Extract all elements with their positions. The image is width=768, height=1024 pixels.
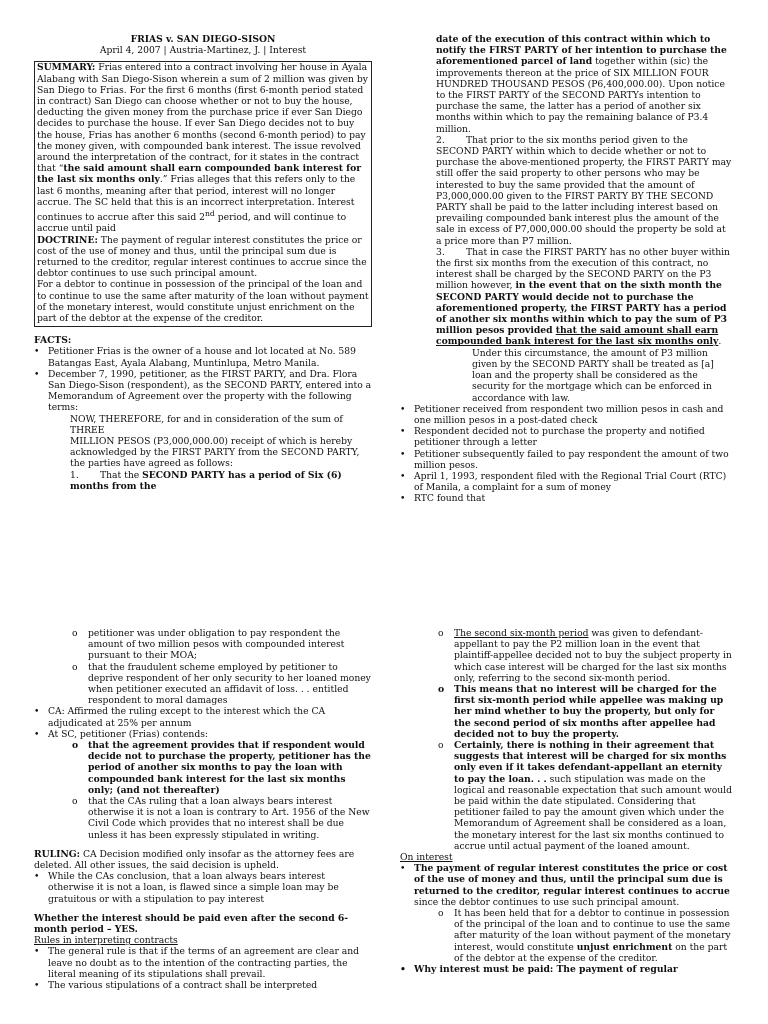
sc-contention-list — [70, 740, 372, 841]
facts-bullet-4: • Respondent decided not to purchase the property and notified petitioner through a letter — [400, 426, 732, 448]
interest-sub-1-text2: on the part of the debtor at the expense of the creditor. — [454, 941, 728, 964]
summary-text-1: Frias entered into a contract involving her house in Ayala Alabang with San Diego-Sison wherein a sum of 2 million was given by San Diego to Frias. For the first 6 months (first 6-month period stated in contract) San Diego can choose whether or not to buy the house, deducting the given money from the purchase price if ever San Diego decides to purchase the house. If ever San Diego decides not to buy the house, Frias has another 6 months (second 6-month period) to pay the money given, with compounded bank interest. The issue revolved around the interpretation of the contract, for it states in the contract that “ — [37, 62, 368, 175]
holding-3-bold: Certainly, there is nothing in their agreement that suggests that interest will be charged for six months only even if it takes defendant-appellant an eternity to pay the loan. . . — [454, 740, 727, 785]
interest-list — [400, 863, 734, 908]
facts-list-2 — [400, 404, 732, 505]
rule-1: • The general rule is that if the terms of an agreement are clear and leave no doubt as to the intention of the contracting parties, the literal meaning of its stipulations shall prevail. — [34, 946, 372, 980]
term-3-bold-underline: that the said amount shall earn compounded bank interest for the last six months only — [436, 325, 719, 348]
summary-label: SUMMARY: — [37, 62, 96, 74]
term-1-continued — [436, 34, 732, 135]
facts-bullet-6: • April 1, 1993, respondent filed with the Regional Trial Court (RTC) of Manila, a complaint for a sum of money — [400, 471, 732, 493]
under-circumstance: Under this circumstance, the amount of P3 million given by the SECOND PARTY shall be treated as [a] loan and the property shall be considered as the security for the mortgage which can be enforced in accordance with law. — [472, 347, 714, 404]
doctrine-paragraph — [37, 235, 369, 280]
term-2-text: That prior to the six months period given to the SECOND PARTY within which to decide whether or not to purchase the above-mentioned property, the FIRST PARTY may still offer the said property to other persons who may be interested to buy the same provided that the amount of P3,000,000.00 given to the FIRST PARTY BY THE SECOND PARTY shall be paid to the latter including interest based on prevailing compounded bank interest plus the amount of the sale in excess of P7,000,000.00 should the property be sold at a price more than P7 million. — [436, 134, 732, 247]
right-column-top — [414, 34, 732, 505]
term-2 — [436, 135, 732, 247]
now-therefore-cont: MILLION PESOS (P3,000,000.00) receipt of which is hereby acknowledged by the FIRST PARTY from the SECOND PARTY, the parties have agreed as follows: — [70, 435, 360, 470]
term-1-cont-text: together within (sic) the improvements thereon at the price of SIX MILLION FOUR HUNDRED THOUSAND PESOS (P6,400,000.00). Upon notice to the FIRST PARTY of the SECOND PARTYs intention to purchase the same, the latter has a period of another six months within which to pay the remaining balance of P3.4 million. — [436, 56, 725, 135]
summary-paragraph — [37, 62, 369, 234]
term-2-number: 2. — [436, 134, 445, 146]
summary-box — [34, 61, 372, 327]
term-1-cont-bold: date of the execution of this contract within which to notify the FIRST PARTY of her intention to purchase the aforementioned parcel of land — [436, 34, 727, 68]
rules-heading: Rules in interpreting contracts — [34, 935, 178, 947]
term-1-number: 1. — [70, 469, 79, 481]
left-column-top — [34, 34, 372, 492]
ruling-label: RULING: — [34, 848, 81, 860]
ruling-list — [34, 871, 372, 905]
term-1 — [70, 470, 372, 492]
facts-bullet-5: • Petitioner subsequently failed to pay respondent the amount of two million pesos. — [400, 449, 732, 471]
holding-1-underline: The second six-month period — [454, 628, 589, 639]
on-interest-heading: On interest — [400, 852, 453, 864]
summary-sup: nd — [205, 209, 215, 219]
right-column-bottom — [400, 628, 734, 975]
rtc-finding-1: o petitioner was under obligation to pay respondent the amount of two million pesos with compounded interest pursuant to their MOA; — [70, 628, 372, 662]
holding-1 — [436, 628, 734, 684]
why-interest-bullet: • Why interest must be paid: The payment of regular — [400, 964, 734, 975]
interest-bullet-1-bold: The payment of regular interest constitutes the price or cost of the use of money and thus, until the principal sum due is returned to the creditor, regular interest continues to accrue — [414, 863, 730, 897]
why-list — [400, 964, 734, 975]
interest-sub-1-bold: unjust enrichment — [576, 941, 673, 953]
rtc-findings-list — [70, 628, 372, 706]
interest-bullet-1 — [400, 863, 734, 908]
ruling-paragraph — [34, 849, 372, 871]
facts-heading: FACTS: — [34, 335, 72, 347]
summary-text-2: .” Frias alleges that this refers only to the last 6 months, meaning after that period, interest will no longer accrue. The SC held that this is an incorrect interpretation. Interest continues to accrue after this said 2 — [37, 174, 356, 224]
ruling-text: CA Decision modified only insofar as the attorney fees are deleted. All other issues, the said decision is upheld. — [34, 848, 355, 872]
sc-contention: • At SC, petitioner (Frias) contends: — [34, 729, 372, 740]
interest-sub-list — [436, 908, 734, 964]
doctrine-paragraph-2: For a debtor to continue in possession of the principal of the loan and to continue to use the same after maturity of the loan without payment of the monetary interest, would constitute unjust enrichment on the part of the debtor at the expense of the creditor. — [37, 279, 369, 324]
ca-ruling: • CA: Affirmed the ruling except to the interest which the CA adjudicated at 25% per annum — [34, 706, 372, 728]
sc-contention-1: o that the agreement provides that if respondent would decide not to purchase the property, petitioner has the period of another six months to pay the loan with compounded bank interest for the last six months only; (and not thereafter) — [70, 740, 372, 796]
summary-text-3: period, and will continue to accrue until paid — [37, 212, 347, 235]
holding-1-text: was given to defendant-appellant to pay the P2 million loan in the event that plaintiff-appellee decided not to buy the subject property in which case interest will be charged for the last six months only, referring to the second six-month period. — [454, 628, 732, 684]
doctrine-label: DOCTRINE: — [37, 234, 98, 246]
spacer — [34, 841, 372, 849]
term-3-number: 3. — [436, 246, 445, 258]
interest-sub-1 — [436, 908, 734, 964]
holding-2: o This means that no interest will be charged for the first six-month period while appellee was making up her mind whether to buy the property, but only for the second period of six months after appellee had decided not to buy the property. — [436, 684, 734, 740]
holding-3-text: such stipulation was made on the logical and reasonable expectation that such amount would be paid within the date stipulated. Considering that petitioner failed to pay the amount given which under the Memorandum of Agreement shall be considered as a loan, the monetary interest for the last six months continued to accrue until actual payment of the loaned amount. — [454, 773, 732, 852]
rules-list — [34, 946, 372, 991]
summary-bold-quote: the said amount shall earn compounded bank interest for the last six months only — [37, 163, 362, 186]
term-3-end: . — [718, 336, 722, 348]
facts-bullet-2: • December 7, 1990, petitioner, as the FIRST PARTY, and Dra. Flora San Diego-Sison (respondent), as the SECOND PARTY, entered into a Memorandum of Agreement over the property with the following terms: — [34, 369, 372, 414]
sc-contention-2: o that the CAs ruling that a loan always bears interest otherwise it is not a loan is contrary to Art. 1956 of the New Civil Code which provides that no interest shall be due unless it has been expressly stipulated in writing. — [70, 796, 372, 841]
appeal-list — [34, 706, 372, 740]
rtc-finding-2: o that the fraudulent scheme employed by petitioner to deprive respondent of her only security to her loaned money when petitioner executed an affidavit of loss. . . entitled respondent to moral damages — [70, 662, 372, 707]
term-1-bold: SECOND PARTY has a period of Six (6) months from the — [70, 469, 342, 492]
issue-heading: Whether the interest should be paid even after the second 6-month period – YES. — [34, 912, 349, 936]
holding-list — [436, 628, 734, 852]
holding-3 — [436, 740, 734, 852]
case-title: FRIAS v. SAN DIEGO-SISON — [130, 34, 276, 45]
rule-2: • The various stipulations of a contract shall be interpreted — [34, 980, 372, 991]
term-3 — [436, 247, 732, 348]
interest-bullet-1-text: since the debtor continues to use such principal amount. — [414, 896, 680, 908]
now-therefore-line: NOW, THEREFORE, for and in consideration of the sum of THREE — [70, 413, 343, 436]
term-3-text: That in case the FIRST PARTY has no other buyer within the first six months from the execution of this contract, no interest shall be charged by the SECOND PARTY on the P3 million however, — [436, 246, 730, 292]
term-3-bold: in the event that on the sixth month the SECOND PARTY would decide not to purchase the aforementioned property, the FIRST PARTY has a period of another six months within which to pay the sum of P3 million pesos provided — [436, 280, 728, 337]
facts-bullet-3: • Petitioner received from respondent two million pesos in cash and one million pesos in a post-dated check — [400, 404, 732, 426]
facts-bullet-1: • Petitioner Frias is the owner of a house and lot located at No. 589 Batangas East, Ayala Alabang, Muntinlupa, Metro Manila. — [34, 346, 372, 368]
interest-sub-1-text1: It has been held that for a debtor to continue in possession of the principal of the loan and to continue to use the same after maturity of the loan without payment of the monetary interest, would constitute — [454, 908, 731, 953]
doctrine-text-1: The payment of regular interest constitutes the price or cost of the use of money and thus, until the principal sum due is returned to the creditor, regular interest continues to accrue since the debtor continues to use such principal amount. — [37, 234, 367, 280]
spacer-2 — [34, 905, 372, 913]
facts-bullet-7: • RTC found that — [400, 493, 732, 504]
term-1-pre: That the — [100, 469, 143, 481]
facts-list — [34, 346, 372, 413]
left-column-bottom — [34, 628, 372, 991]
case-subtitle: April 4, 2007 | Austria-Martinez, J. | Interest — [99, 45, 307, 57]
ruling-bullet-1: • While the CAs conclusion, that a loan always bears interest otherwise it is not a loan, is flawed since a simple loan may be gratuitous or with a stipulation to pay interest — [34, 871, 372, 905]
